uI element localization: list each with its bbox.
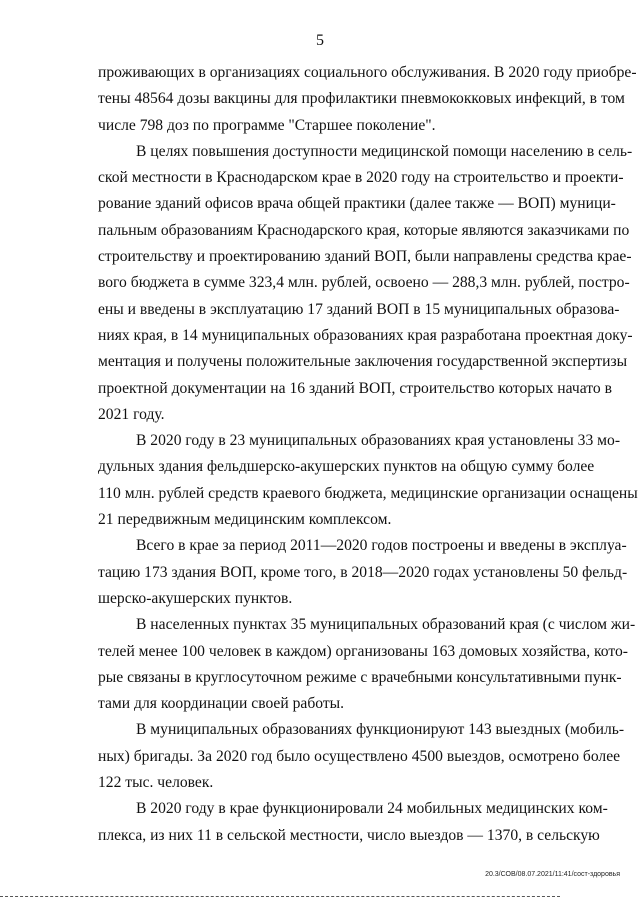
text-line: плекса, из них 11 в сельской местности, число выездов — 1370, в сельскую: [98, 826, 600, 844]
text-line: рование зданий офисов врача общей практики (далее также — ВОП) муници-: [98, 195, 616, 213]
paragraph-period-summary: [98, 533, 628, 612]
text-line: телей менее 100 человек в каждом) организованы 163 домовых хозяйства, кото-: [98, 642, 628, 660]
text-line: пальным образованиям Краснодарского края, которые являются заказчиками по: [98, 221, 630, 239]
text-line: тацию 173 здания ВОП, кроме того, в 2018—2020 годах установлены 50 фельд-: [98, 563, 628, 581]
text-line: числе 798 доз по программе "Старшее поколение".: [98, 116, 436, 134]
text-line: шерско-акушерских пунктов.: [98, 589, 293, 607]
paragraph-vop-construction: [98, 139, 633, 428]
text-line: Всего в крае за период 2011—2020 годов построены и введены в эксплуа-: [136, 537, 627, 555]
text-line: В населенных пунктах 35 муниципальных образований края (с числом жи-: [136, 616, 636, 634]
paragraph-household: [98, 612, 636, 717]
text-line: 122 тыс. человек.: [98, 774, 214, 792]
paragraph-fap-modules: [98, 428, 638, 533]
paragraph-mobile-teams: [98, 717, 625, 796]
text-line: ской местности в Краснодарском крае в 2020 году на строительство и проекти-: [98, 169, 624, 187]
text-line: 21 передвижным медицинским комплексом.: [98, 511, 392, 529]
paragraph-mobile-complexes: [98, 796, 608, 849]
text-line: проектной документации на 16 зданий ВОП, строительство которых начато в: [98, 379, 612, 397]
text-line: В целях повышения доступности медицинской помощи населению в сель-: [136, 142, 633, 160]
text-line: вого бюджета в сумме 323,4 млн. рублей, освоено — 288,3 млн. рублей, постро-: [98, 274, 630, 292]
text-line: В 2020 году в 23 муниципальных образованиях края установлены 33 мо-: [136, 432, 621, 450]
page-number: 5: [316, 32, 324, 49]
text-line: дульных здания фельдшерско-акушерских пунктов на общую сумму более: [98, 458, 595, 476]
text-line: ментация и получены положительные заключения государственной экспертизы: [98, 353, 628, 371]
paragraph-vaccination: [98, 60, 637, 139]
document-body: [98, 60, 638, 849]
text-line: ниях края, в 14 муниципальных образованиях края разработана проектная доку-: [98, 326, 633, 344]
text-line: 110 млн. рублей средств краевого бюджета, медицинские организации оснащены: [98, 484, 638, 502]
text-line: проживающих в организациях социального обслуживания. В 2020 году приобре-: [98, 64, 637, 81]
text-line: тами для координации своей работы.: [98, 695, 345, 713]
text-line: ены и введены в эксплуатацию 17 зданий ВОП в 15 муниципальных образова-: [98, 300, 620, 318]
text-line: В муниципальных образованиях функционируют 143 выездных (мобиль-: [136, 721, 625, 739]
page-bottom-divider: [0, 896, 560, 898]
text-line: строительству и проектированию зданий ВОП, были направлены средства крае-: [98, 248, 632, 266]
text-line: тены 48564 дозы вакцины для профилактики пневмококковых инфекций, в том: [98, 90, 625, 108]
document-footer-code: 20.3/СОВ/08.07.2021/11:41/сост-здоровья: [485, 871, 620, 878]
text-line: ных) бригады. За 2020 год было осуществлено 4500 выездов, осмотрено более: [98, 747, 621, 765]
text-line: рые связаны в круглосуточном режиме с врачебными консультативными пунк-: [98, 668, 622, 686]
text-line: 2021 году.: [98, 405, 165, 423]
text-line: В 2020 году в крае функционировали 24 мобильных медицинских ком-: [136, 800, 608, 818]
